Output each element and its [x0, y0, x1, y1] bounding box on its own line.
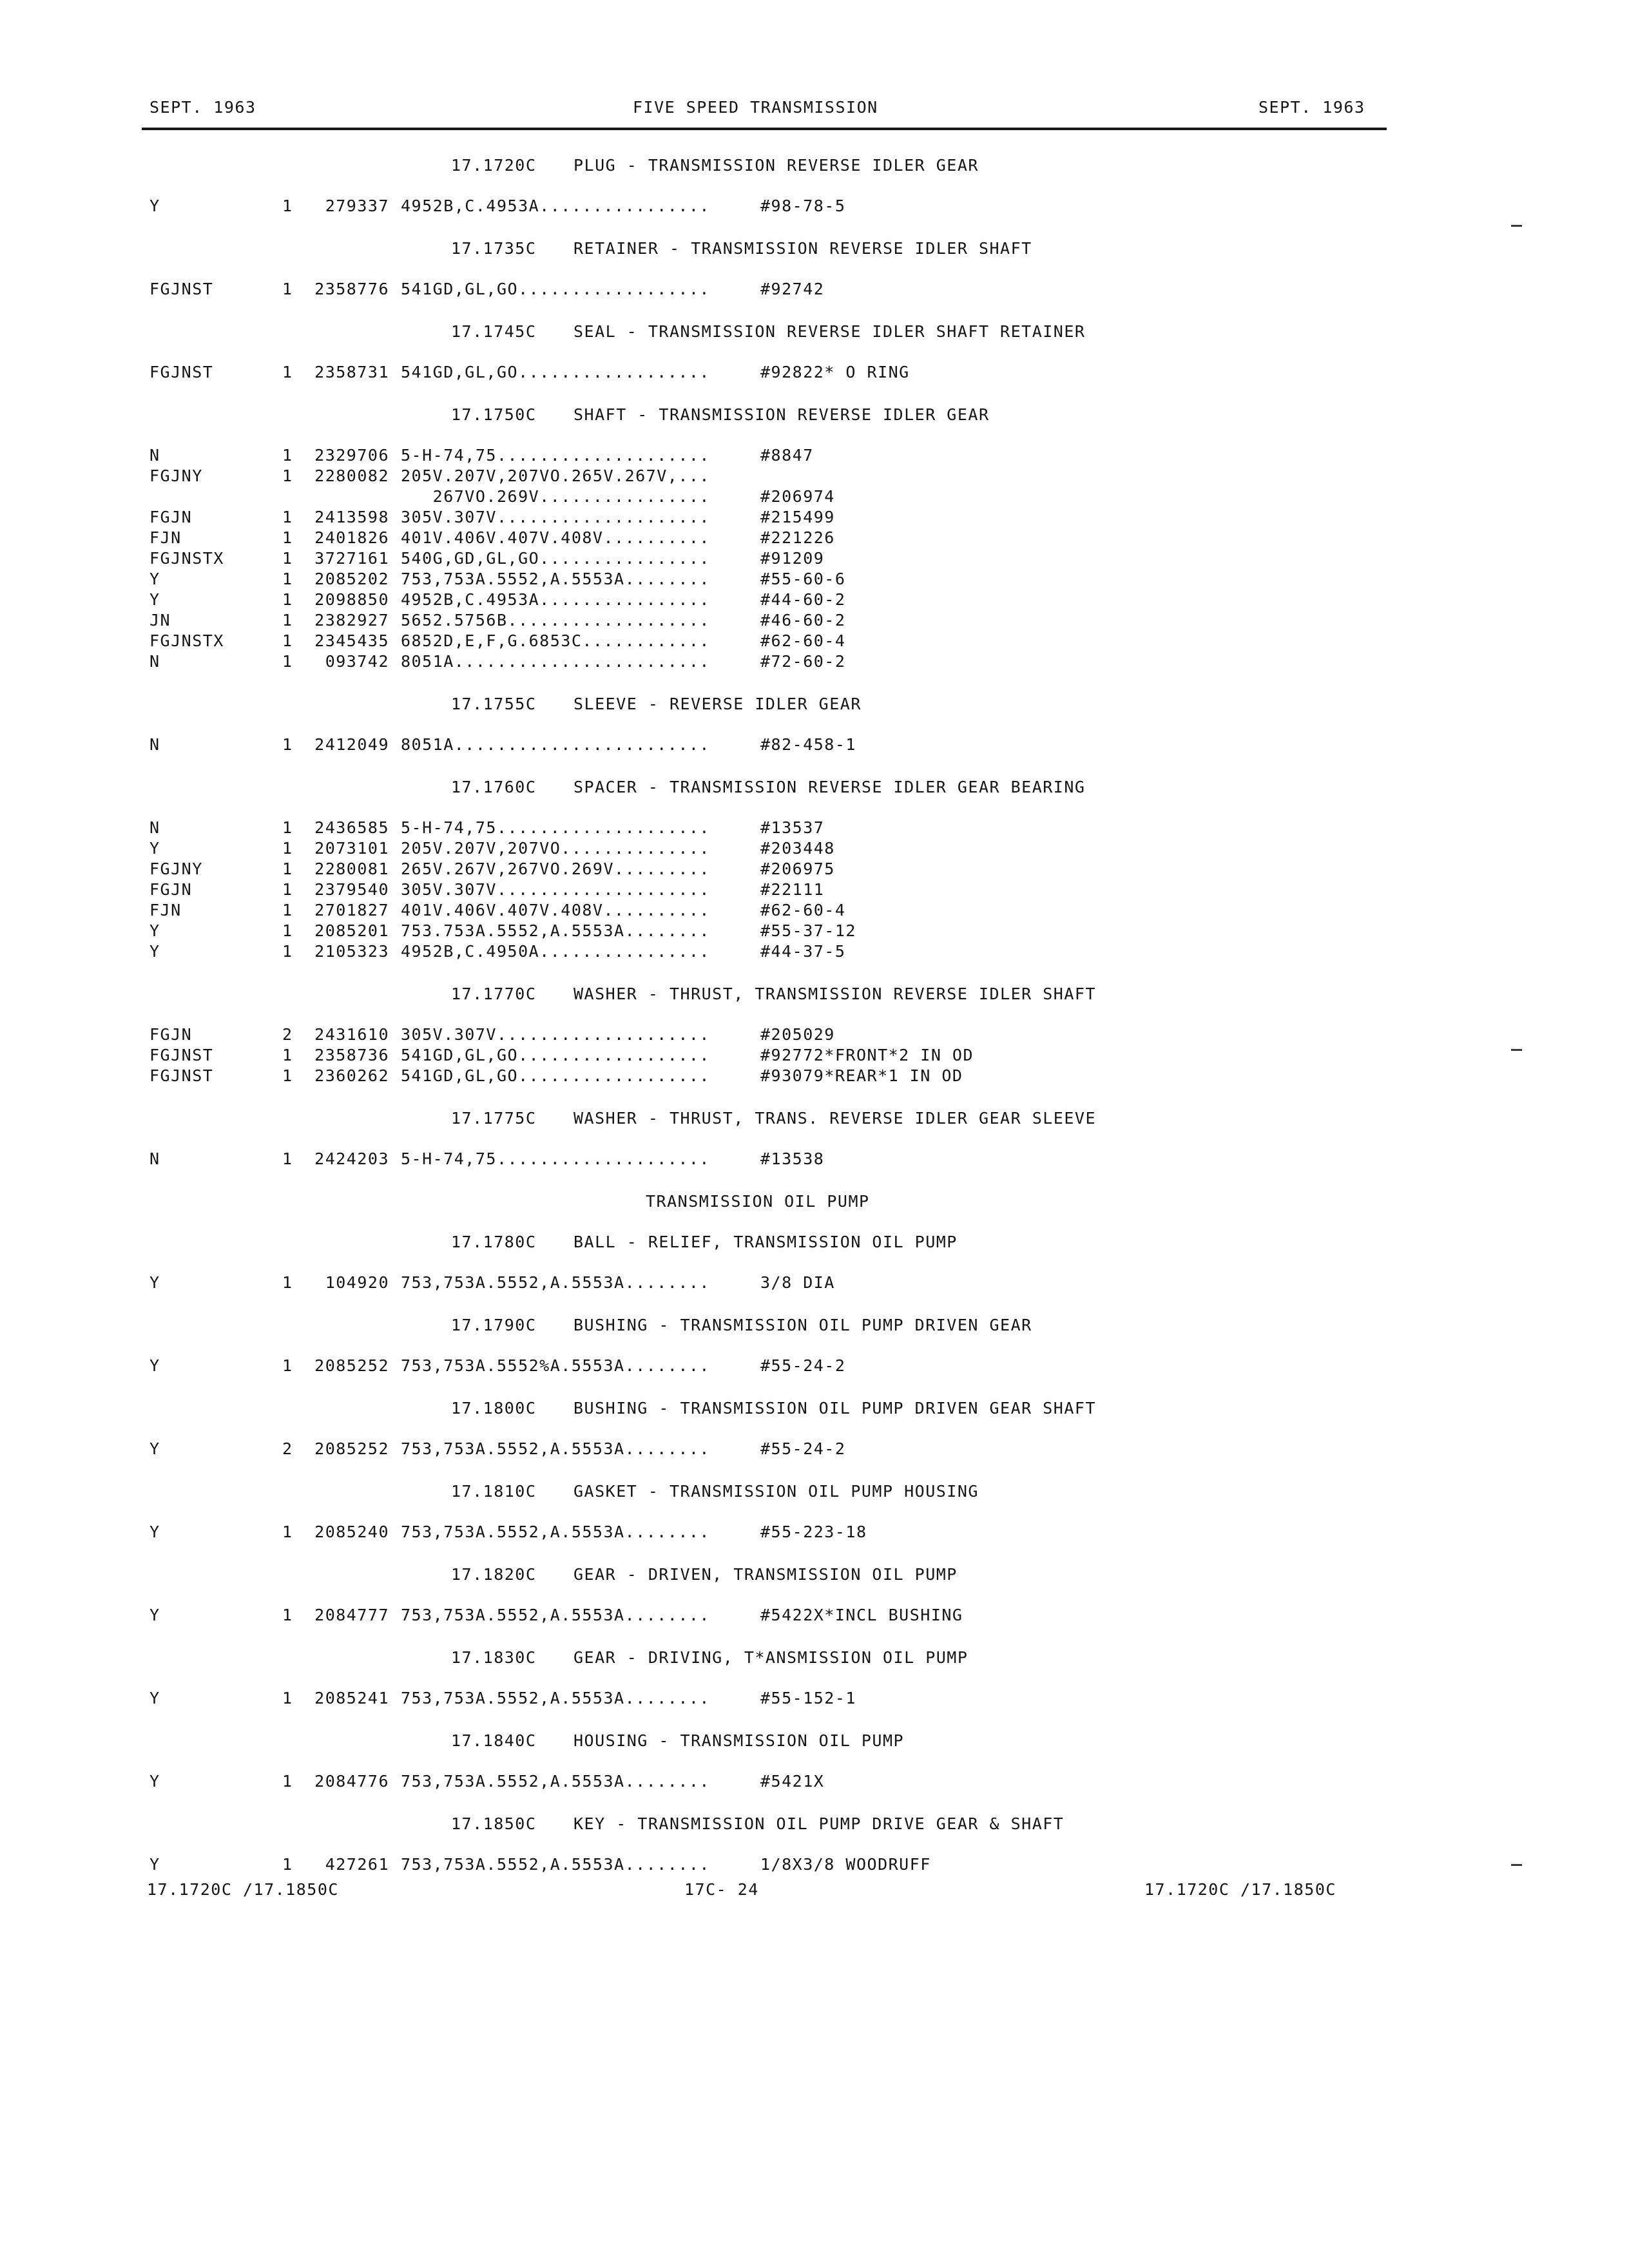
parts-section	[0, 405, 1629, 673]
header-date-left: SEPT. 1963	[149, 98, 256, 117]
part-qty: 1	[282, 631, 293, 650]
section-code: 17.1720C	[451, 156, 537, 175]
part-models: Y	[149, 197, 160, 215]
part-desc: 205V.207V,207VO.265V.267V,...	[401, 466, 710, 485]
part-row	[0, 590, 1629, 611]
part-part: 3727161	[314, 549, 389, 568]
part-models: FGJNSTX	[149, 549, 224, 568]
part-part: 2085252	[314, 1439, 389, 1458]
section-code: 17.1830C	[451, 1648, 537, 1667]
parts-section	[0, 1565, 1629, 1626]
parts-section	[0, 1192, 1629, 1211]
part-row	[0, 549, 1629, 570]
part-part: 2424203	[314, 1149, 389, 1168]
section-code: 17.1780C	[451, 1233, 537, 1251]
part-desc: 401V.406V.407V.408V..........	[401, 528, 710, 547]
section-heading	[0, 778, 1629, 796]
parts-rows	[0, 1855, 1629, 1876]
part-ref: #55-60-6	[760, 570, 846, 588]
part-row	[0, 631, 1629, 652]
part-qty: 1	[282, 1689, 293, 1707]
part-row	[0, 1273, 1629, 1294]
section-heading	[0, 1731, 1629, 1750]
section-heading	[0, 1233, 1629, 1251]
part-row	[0, 1523, 1629, 1543]
part-models: Y	[149, 921, 160, 940]
part-qty: 1	[282, 921, 293, 940]
part-part: 2436585	[314, 818, 389, 837]
part-ref: #55-152-1	[760, 1689, 856, 1707]
part-ref: #92742	[760, 280, 825, 298]
part-qty: 1	[282, 818, 293, 837]
part-row	[0, 363, 1629, 383]
margin-mark	[1511, 1864, 1522, 1866]
parts-section	[0, 985, 1629, 1087]
section-title: HOUSING - TRANSMISSION OIL PUMP	[574, 1731, 905, 1750]
part-row	[0, 1025, 1629, 1046]
part-ref: #221226	[760, 528, 835, 547]
part-part: 2358736	[314, 1046, 389, 1064]
part-models: Y	[149, 1855, 160, 1874]
section-code: 17.1770C	[451, 985, 537, 1003]
part-qty: 1	[282, 1606, 293, 1624]
part-ref: #206975	[760, 860, 835, 878]
part-row	[0, 197, 1629, 217]
section-title: RETAINER - TRANSMISSION REVERSE IDLER SHAFT	[574, 239, 1032, 258]
part-desc: 4952B,C.4950A................	[401, 942, 710, 961]
part-part: 2329706	[314, 446, 389, 465]
section-code: 17.1775C	[451, 1109, 537, 1128]
section-title: BUSHING - TRANSMISSION OIL PUMP DRIVEN GEAR	[574, 1316, 1032, 1334]
part-part: 2105323	[314, 942, 389, 961]
part-models: N	[149, 735, 160, 754]
parts-rows	[0, 363, 1629, 383]
part-ref: #92822* O RING	[760, 363, 910, 381]
parts-list	[0, 156, 1629, 1898]
part-ref: #13538	[760, 1149, 825, 1168]
part-qty: 1	[282, 1066, 293, 1085]
part-row	[0, 921, 1629, 942]
part-models: FGJNST	[149, 363, 214, 381]
part-part: 2085201	[314, 921, 389, 940]
part-ref: #92772*FRONT*2 IN OD	[760, 1046, 974, 1064]
part-qty: 1	[282, 466, 293, 485]
parts-rows	[0, 1273, 1629, 1294]
part-models: JN	[149, 611, 171, 629]
part-part: 2085252	[314, 1356, 389, 1375]
part-qty: 1	[282, 735, 293, 754]
part-part: 2345435	[314, 631, 389, 650]
part-part: 2382927	[314, 611, 389, 629]
part-part: 2413598	[314, 508, 389, 526]
section-code: 17.1760C	[451, 778, 537, 796]
parts-rows	[0, 1772, 1629, 1792]
part-models: N	[149, 1149, 160, 1168]
section-heading	[0, 1192, 1629, 1211]
section-code: 17.1840C	[451, 1731, 537, 1750]
part-qty: 1	[282, 1772, 293, 1791]
parts-rows	[0, 735, 1629, 756]
section-title: GEAR - DRIVEN, TRANSMISSION OIL PUMP	[574, 1565, 958, 1584]
part-qty: 2	[282, 1439, 293, 1458]
parts-rows	[0, 818, 1629, 963]
part-row	[0, 818, 1629, 839]
part-desc: 753,753A.5552,A.5553A........	[401, 570, 710, 588]
section-heading	[0, 1565, 1629, 1584]
part-desc: 541GD,GL,GO..................	[401, 1046, 710, 1064]
parts-section	[0, 156, 1629, 217]
part-qty: 1	[282, 880, 293, 899]
part-qty: 1	[282, 1046, 293, 1064]
section-title: KEY - TRANSMISSION OIL PUMP DRIVE GEAR & SHAFT	[574, 1814, 1065, 1833]
parts-rows	[0, 280, 1629, 300]
part-qty: 1	[282, 549, 293, 568]
part-part: 2280082	[314, 466, 389, 485]
part-qty: 1	[282, 1273, 293, 1292]
section-code: 17.1790C	[451, 1316, 537, 1334]
part-desc: 753,753A.5552,A.5553A........	[401, 1523, 710, 1541]
header-rule	[142, 128, 1387, 130]
part-models: FGJN	[149, 1025, 193, 1044]
footer-page-number: 17C- 24	[684, 1880, 759, 1899]
parts-section	[0, 1648, 1629, 1709]
section-title: SHAFT - TRANSMISSION REVERSE IDLER GEAR	[574, 405, 990, 424]
part-desc: 8051A........................	[401, 735, 710, 754]
part-desc: 753.753A.5552,A.5553A........	[401, 921, 710, 940]
part-row	[0, 839, 1629, 860]
parts-rows	[0, 1149, 1629, 1170]
section-code: 17.1850C	[451, 1814, 537, 1833]
part-desc: 305V.307V....................	[401, 508, 710, 526]
part-part: 2379540	[314, 880, 389, 899]
part-desc: 305V.307V....................	[401, 880, 710, 899]
part-desc: 753,753A.5552,A.5553A........	[401, 1273, 710, 1292]
parts-section	[0, 695, 1629, 756]
parts-section	[0, 1731, 1629, 1792]
part-ref: #55-223-18	[760, 1523, 867, 1541]
part-row	[0, 611, 1629, 631]
part-models: Y	[149, 942, 160, 961]
part-models: Y	[149, 839, 160, 858]
part-part: 2401826	[314, 528, 389, 547]
part-models: N	[149, 818, 160, 837]
part-part: 2085240	[314, 1523, 389, 1541]
section-title: GEAR - DRIVING, T*ANSMISSION OIL PUMP	[574, 1648, 969, 1667]
part-row	[0, 570, 1629, 590]
section-title: SPACER - TRANSMISSION REVERSE IDLER GEAR BEARING	[574, 778, 1086, 796]
part-qty: 1	[282, 197, 293, 215]
parts-rows	[0, 1606, 1629, 1626]
parts-rows	[0, 1689, 1629, 1709]
part-row	[0, 1689, 1629, 1709]
part-part: 2412049	[314, 735, 389, 754]
section-code: 17.1820C	[451, 1565, 537, 1584]
part-models: Y	[149, 1772, 160, 1791]
part-qty: 1	[282, 1149, 293, 1168]
part-desc: 5-H-74,75....................	[401, 818, 710, 837]
part-models: Y	[149, 1523, 160, 1541]
parts-rows	[0, 1025, 1629, 1087]
part-models: FGJNSTX	[149, 631, 224, 650]
section-heading	[0, 1399, 1629, 1418]
part-desc: 6852D,E,F,G.6853C............	[401, 631, 710, 650]
part-row	[0, 466, 1629, 487]
part-part: 2084777	[314, 1606, 389, 1624]
part-ref: #55-24-2	[760, 1439, 846, 1458]
section-code: 17.1810C	[451, 1482, 537, 1501]
part-models: Y	[149, 1439, 160, 1458]
part-desc: 753,753A.5552%A.5553A........	[401, 1356, 710, 1375]
margin-mark	[1511, 1049, 1522, 1051]
section-heading	[0, 1648, 1629, 1667]
part-desc: 540G,GD,GL,GO................	[401, 549, 710, 568]
part-qty: 1	[282, 860, 293, 878]
section-heading	[0, 1814, 1629, 1833]
part-models: FGJNY	[149, 860, 203, 878]
part-ref: #55-24-2	[760, 1356, 846, 1375]
parts-section	[0, 1233, 1629, 1294]
part-ref: #5421X	[760, 1772, 825, 1791]
section-heading	[0, 1482, 1629, 1501]
part-row	[0, 280, 1629, 300]
part-part: 2360262	[314, 1066, 389, 1085]
part-desc: 305V.307V....................	[401, 1025, 710, 1044]
part-qty: 1	[282, 901, 293, 919]
parts-rows	[0, 1439, 1629, 1460]
part-part: 2085241	[314, 1689, 389, 1707]
part-qty: 1	[282, 590, 293, 609]
part-part: 2431610	[314, 1025, 389, 1044]
part-models: Y	[149, 1689, 160, 1707]
part-part: 427261	[325, 1855, 389, 1874]
part-qty: 1	[282, 570, 293, 588]
part-row	[0, 1439, 1629, 1460]
parts-rows	[0, 1523, 1629, 1543]
part-desc: 5-H-74,75....................	[401, 1149, 710, 1168]
part-ref: #72-60-2	[760, 652, 846, 671]
parts-rows	[0, 1356, 1629, 1377]
parts-section	[0, 1482, 1629, 1543]
part-part: 2358776	[314, 280, 389, 298]
part-row	[0, 446, 1629, 466]
part-desc: 753,753A.5552,A.5553A........	[401, 1606, 710, 1624]
header-title: FIVE SPEED TRANSMISSION	[633, 98, 878, 117]
part-qty: 1	[282, 1356, 293, 1375]
part-qty: 1	[282, 839, 293, 858]
section-title: TRANSMISSION OIL PUMP	[646, 1192, 870, 1211]
part-models: Y	[149, 1356, 160, 1375]
parts-section	[0, 1109, 1629, 1170]
part-models: Y	[149, 570, 160, 588]
part-desc: 267VO.269V................	[401, 487, 710, 506]
section-title: GASKET - TRANSMISSION OIL PUMP HOUSING	[574, 1482, 979, 1501]
part-row	[0, 735, 1629, 756]
part-qty: 1	[282, 363, 293, 381]
part-qty: 1	[282, 446, 293, 465]
section-title: PLUG - TRANSMISSION REVERSE IDLER GEAR	[574, 156, 979, 175]
part-qty: 1	[282, 652, 293, 671]
part-models: N	[149, 446, 160, 465]
part-desc: 4952B,C.4953A................	[401, 197, 710, 215]
section-title: WASHER - THRUST, TRANSMISSION REVERSE IDLER SHAFT	[574, 985, 1097, 1003]
section-title: SLEEVE - REVERSE IDLER GEAR	[574, 695, 862, 713]
part-qty: 1	[282, 942, 293, 961]
part-ref: #91209	[760, 549, 825, 568]
part-models: FJN	[149, 528, 182, 547]
part-desc: 4952B,C.4953A................	[401, 590, 710, 609]
part-desc: 753,753A.5552,A.5553A........	[401, 1689, 710, 1707]
section-heading	[0, 985, 1629, 1003]
part-part: 2084776	[314, 1772, 389, 1791]
part-row	[0, 652, 1629, 673]
part-models: FJN	[149, 901, 182, 919]
part-models: FGJNST	[149, 1066, 214, 1085]
part-ref: #93079*REAR*1 IN OD	[760, 1066, 963, 1085]
part-part: 2098850	[314, 590, 389, 609]
part-ref: #22111	[760, 880, 825, 899]
part-qty: 1	[282, 611, 293, 629]
section-title: WASHER - THRUST, TRANS. REVERSE IDLER GEAR SLEEVE	[574, 1109, 1097, 1128]
section-heading	[0, 1316, 1629, 1334]
part-row	[0, 860, 1629, 880]
part-part: 2073101	[314, 839, 389, 858]
part-ref: #55-37-12	[760, 921, 856, 940]
parts-section	[0, 1814, 1629, 1876]
part-ref: #13537	[760, 818, 825, 837]
part-desc: 541GD,GL,GO..................	[401, 280, 710, 298]
part-ref: #44-60-2	[760, 590, 846, 609]
part-ref: #215499	[760, 508, 835, 526]
part-part: 093742	[325, 652, 389, 671]
part-row	[0, 508, 1629, 528]
part-desc: 265V.267V,267VO.269V.........	[401, 860, 710, 878]
part-ref: 1/8X3/8 WOODRUFF	[760, 1855, 931, 1874]
section-title: BUSHING - TRANSMISSION OIL PUMP DRIVEN GEAR SHAFT	[574, 1399, 1097, 1418]
part-models: N	[149, 652, 160, 671]
part-row	[0, 1855, 1629, 1876]
section-heading	[0, 405, 1629, 424]
part-ref: #46-60-2	[760, 611, 846, 629]
parts-section	[0, 322, 1629, 383]
part-ref: #44-37-5	[760, 942, 846, 961]
part-desc: 541GD,GL,GO..................	[401, 1066, 710, 1085]
footer-range-right: 17.1720C /17.1850C	[1144, 1880, 1336, 1899]
section-code: 17.1745C	[451, 322, 537, 341]
part-qty: 1	[282, 508, 293, 526]
part-ref: #8847	[760, 446, 814, 465]
section-title: SEAL - TRANSMISSION REVERSE IDLER SHAFT RETAINER	[574, 322, 1086, 341]
section-heading	[0, 239, 1629, 258]
part-desc: 205V.207V,207VO..............	[401, 839, 710, 858]
parts-section	[0, 1399, 1629, 1460]
section-heading	[0, 695, 1629, 713]
part-ref: #206974	[760, 487, 835, 506]
part-ref: #82-458-1	[760, 735, 856, 754]
part-ref: #5422X*INCL BUSHING	[760, 1606, 963, 1624]
part-part: 2280081	[314, 860, 389, 878]
part-desc: 401V.406V.407V.408V..........	[401, 901, 710, 919]
part-row	[0, 942, 1629, 963]
part-part: 2085202	[314, 570, 389, 588]
part-models: Y	[149, 590, 160, 609]
part-row	[0, 487, 1629, 508]
part-ref: #98-78-5	[760, 197, 846, 215]
section-code: 17.1735C	[451, 239, 537, 258]
part-row	[0, 880, 1629, 901]
part-ref: #205029	[760, 1025, 835, 1044]
section-heading	[0, 322, 1629, 341]
part-row	[0, 1772, 1629, 1792]
parts-section	[0, 239, 1629, 300]
part-ref: 3/8 DIA	[760, 1273, 835, 1292]
part-row	[0, 1066, 1629, 1087]
part-models: FGJNST	[149, 280, 214, 298]
part-row	[0, 1149, 1629, 1170]
footer-range-left: 17.1720C /17.1850C	[147, 1880, 339, 1899]
margin-mark	[1511, 225, 1522, 227]
part-models: FGJNY	[149, 466, 203, 485]
part-row	[0, 1606, 1629, 1626]
section-heading	[0, 156, 1629, 175]
part-qty: 1	[282, 1855, 293, 1874]
parts-section	[0, 1316, 1629, 1377]
section-title: BALL - RELIEF, TRANSMISSION OIL PUMP	[574, 1233, 958, 1251]
parts-rows	[0, 446, 1629, 673]
part-part: 279337	[325, 197, 389, 215]
part-row	[0, 1046, 1629, 1066]
part-ref: #62-60-4	[760, 631, 846, 650]
parts-rows	[0, 197, 1629, 217]
part-models: FGJNST	[149, 1046, 214, 1064]
part-models: FGJN	[149, 880, 193, 899]
part-ref: #62-60-4	[760, 901, 846, 919]
header-date-right: SEPT. 1963	[1258, 98, 1365, 117]
part-part: 2701827	[314, 901, 389, 919]
parts-section	[0, 778, 1629, 963]
part-qty: 2	[282, 1025, 293, 1044]
part-desc: 753,753A.5552,A.5553A........	[401, 1772, 710, 1791]
part-qty: 1	[282, 280, 293, 298]
part-models: FGJN	[149, 508, 193, 526]
part-models: Y	[149, 1273, 160, 1292]
part-desc: 5-H-74,75....................	[401, 446, 710, 465]
part-desc: 5652.5756B...................	[401, 611, 710, 629]
part-row	[0, 528, 1629, 549]
part-desc: 753,753A.5552,A.5553A........	[401, 1855, 710, 1874]
part-part: 2358731	[314, 363, 389, 381]
section-heading	[0, 1109, 1629, 1128]
part-desc: 753,753A.5552,A.5553A........	[401, 1439, 710, 1458]
part-qty: 1	[282, 528, 293, 547]
part-models: Y	[149, 1606, 160, 1624]
part-row	[0, 1356, 1629, 1377]
part-ref: #203448	[760, 839, 835, 858]
section-code: 17.1750C	[451, 405, 537, 424]
section-code: 17.1800C	[451, 1399, 537, 1418]
section-code: 17.1755C	[451, 695, 537, 713]
part-desc: 8051A........................	[401, 652, 710, 671]
part-part: 104920	[325, 1273, 389, 1292]
part-row	[0, 901, 1629, 921]
part-qty: 1	[282, 1523, 293, 1541]
part-desc: 541GD,GL,GO..................	[401, 363, 710, 381]
